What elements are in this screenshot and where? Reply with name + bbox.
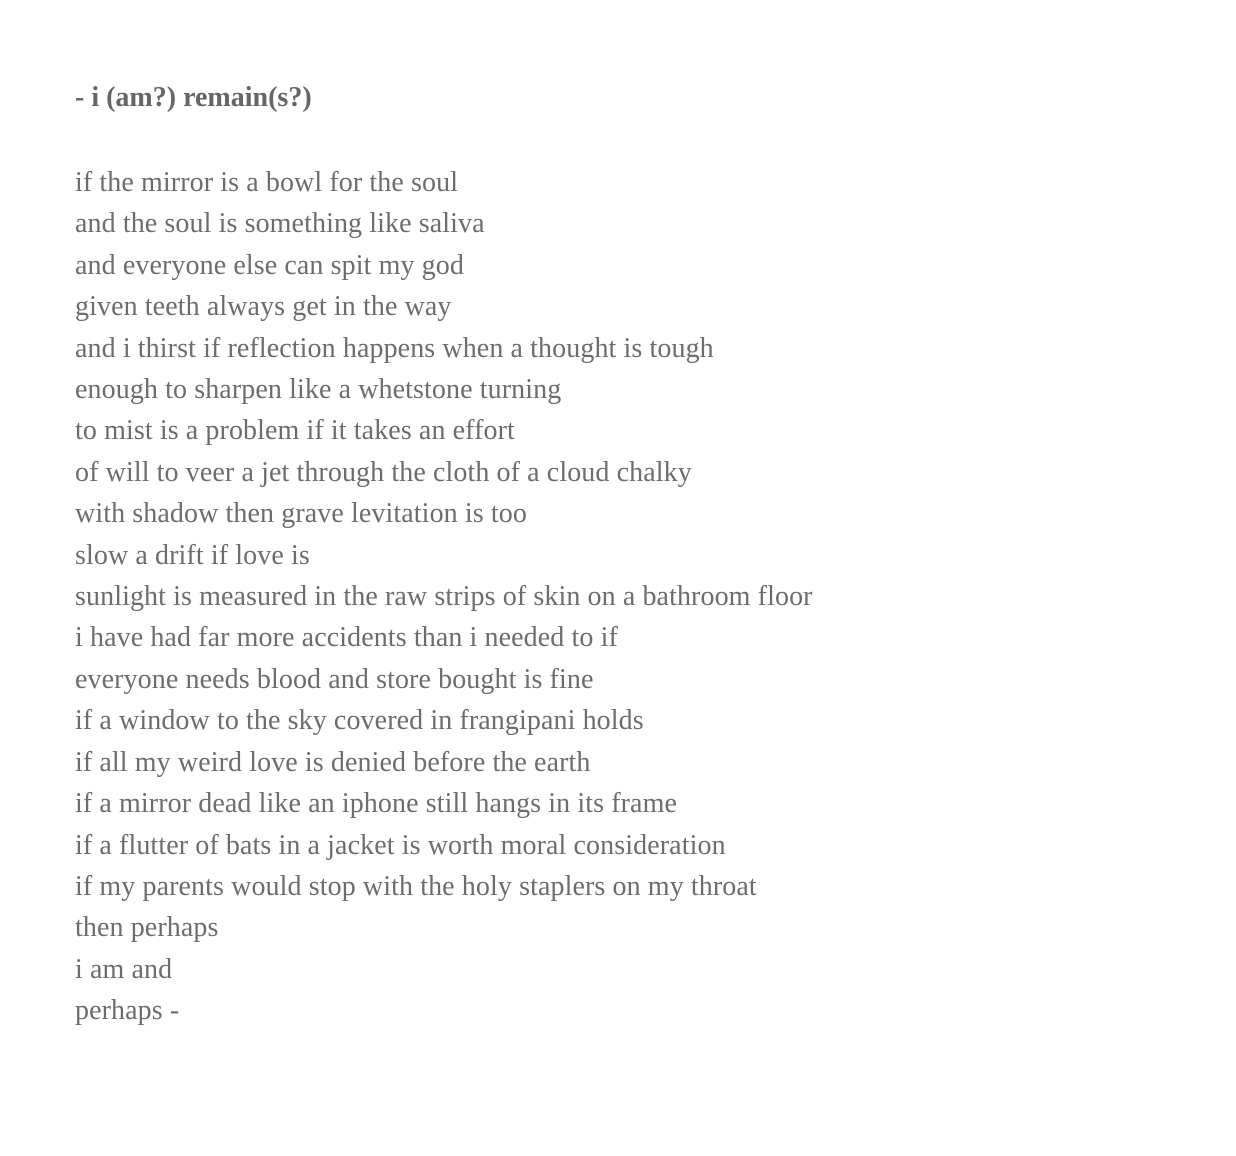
poem-line: and everyone else can spit my god	[75, 249, 464, 281]
poem-line: if my parents would stop with the holy staplers on my throat	[75, 870, 757, 902]
poem-line: i have had far more accidents than i needed to if	[75, 622, 618, 654]
poem-line: with shadow then grave levitation is too	[75, 498, 527, 530]
poem-line: if all my weird love is denied before the earth	[75, 746, 591, 778]
poem-line: if a window to the sky covered in frangipani holds	[75, 705, 644, 737]
poem-line: of will to veer a jet through the cloth of a cloud chalky	[75, 456, 692, 488]
poem-line: slow a drift if love is	[75, 539, 310, 571]
poem-title: - i (am?) remain(s?)	[75, 82, 312, 113]
poem-line: to mist is a problem if it takes an effort	[75, 415, 515, 447]
poem-line: if a flutter of bats in a jacket is worth moral consideration	[75, 829, 726, 861]
poem	[75, 76, 1175, 1032]
poem-line: if the mirror is a bowl for the soul	[75, 167, 459, 198]
poem-line: given teeth always get in the way	[75, 291, 452, 323]
poem-line: and the soul is something like saliva	[75, 208, 485, 240]
poem-line: then perhaps	[75, 912, 219, 944]
poem-line: and i thirst if reflection happens when a thought is tough	[75, 332, 714, 364]
poem-line: everyone needs blood and store bought is fine	[75, 663, 594, 695]
poem-line: i am and	[75, 953, 173, 985]
poem-line: perhaps -	[75, 995, 180, 1027]
poem-body	[75, 162, 1175, 1032]
poem-line: enough to sharpen like a whetstone turning	[75, 374, 562, 406]
poem-line: if a mirror dead like an iphone still hangs in its frame	[75, 788, 677, 820]
poem-line: sunlight is measured in the raw strips of skin on a bathroom floor	[75, 581, 813, 613]
